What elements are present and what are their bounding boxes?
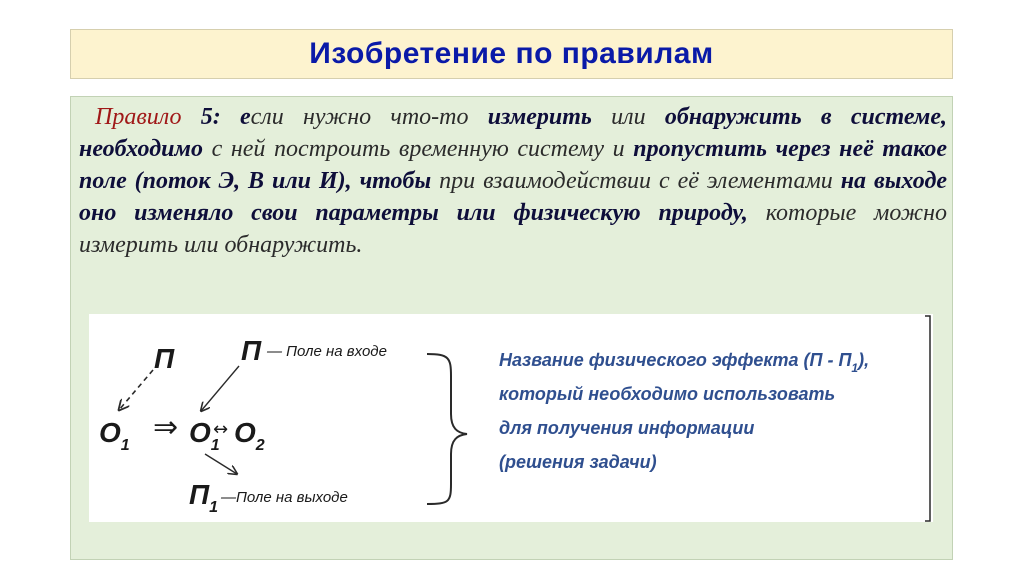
o2-letter: O [234,417,256,448]
field-in-label: — Поле на входе [267,343,387,360]
o1-left-subscript: 1 [120,437,130,454]
o1-middle-subscript: 1 [210,437,220,454]
curly-brace [427,354,467,504]
p1-bottom-label [189,479,218,516]
effect-line-1-text: Название физического эффекта (П - П [499,350,852,370]
rule-label: Правило [95,104,182,130]
p-left-label: П [154,343,175,374]
p-top-label: П [241,335,262,366]
right-bracket [925,316,930,521]
rule-colon: : [212,104,221,130]
rule-number: 5 [200,104,213,130]
rule-text-segment: с ней построить временную систему и [202,136,634,162]
rule-text-segment: е [220,104,251,130]
rule-emphasis: измерить [487,104,592,130]
rule-text-segment: сли нужно что-то [250,104,488,130]
rule-emphasis: пропустить через неё такое поле (поток Э, В или И), чтобы [79,136,947,194]
field-out-label: —Поле на выходе [221,489,348,506]
rule-text-segment: которые можно измерить или обнаружить. [79,200,948,258]
rule-text-segment: или [591,104,665,130]
o1-middle-letter: O [189,417,211,448]
o2-label [234,417,265,454]
arrow-in [201,366,239,411]
o1-left-label [99,417,130,454]
p1-bottom-subscript: 1 [209,499,219,516]
o1-left-letter: O [99,417,121,448]
rule-paragraph [79,101,947,261]
title-bar [70,29,953,79]
o2-subscript: 2 [255,437,265,454]
rule-text-segment: при взаимодействии с её элементами [431,168,841,194]
p1-bottom-letter: П [189,479,210,510]
dashed-arrow [119,370,153,410]
arrow-out [205,454,237,474]
diagram-svg [89,314,933,522]
effect-line-1-subscript: 1 [851,361,859,375]
interaction-arrow: ↔ [213,419,229,440]
rule-emphasis: на выходе оно изменяло свои параметры или физическую природу, [79,168,948,226]
implies-arrow: ⇒ [153,410,179,445]
rule-emphasis: обнаружить в системе, необходимо [79,104,948,162]
effect-line-1-end: ), [858,350,870,370]
effect-line-4: (решения задачи) [499,452,657,472]
effect-line-3: для получения информации [499,418,755,438]
field-diagram [89,314,933,522]
effect-line-1 [499,350,869,375]
effect-line-2: который необходимо использовать [499,384,836,404]
page-title: Изобретение по правилам [309,37,714,70]
content-panel [70,96,953,560]
